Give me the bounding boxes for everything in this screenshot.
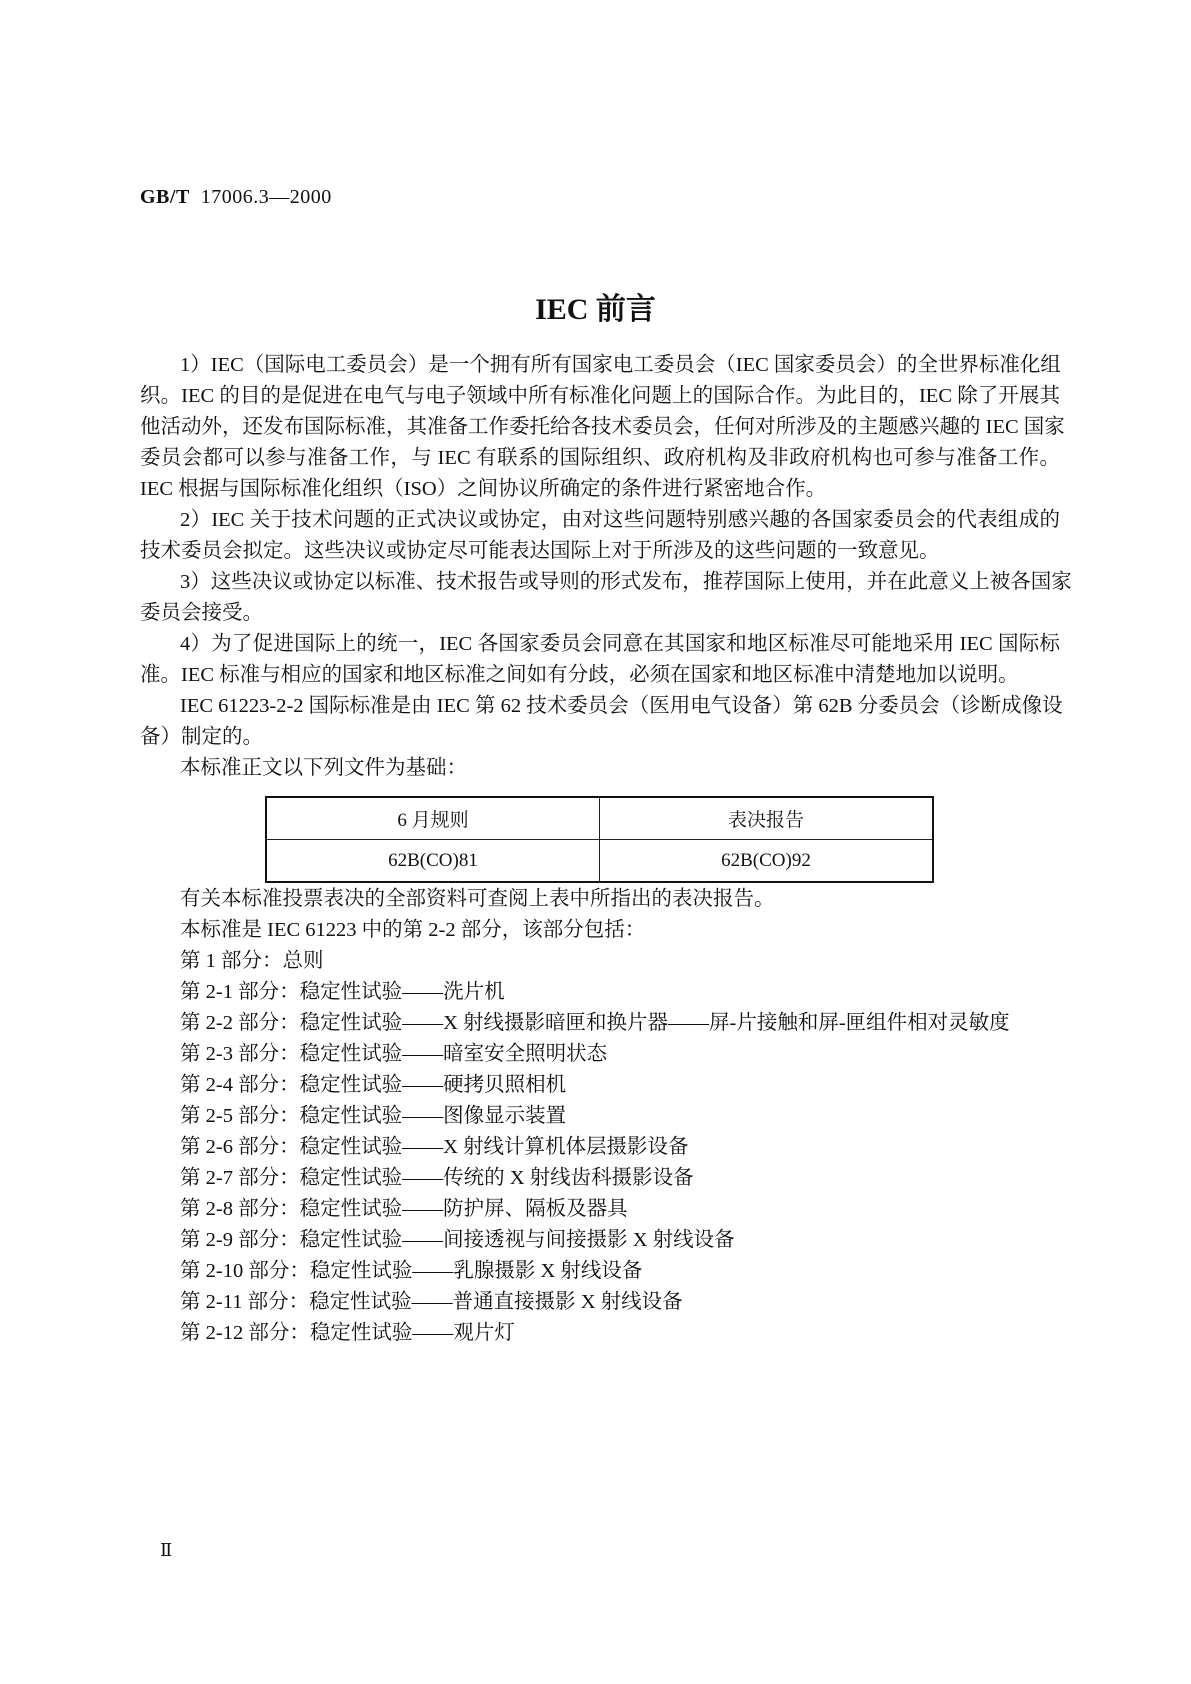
paragraph-line: 准。IEC 标准与相应的国家和地区标准之间如有分歧，必须在国家和地区标准中清楚地加以说明。	[140, 664, 1019, 686]
paragraph-line: 织。IEC 的目的是促进在电气与电子领域中所有标准化问题上的国际合作。为此目的，IEC 除了开展其	[140, 385, 1060, 407]
foreword-body	[140, 350, 1072, 784]
paragraph-line: 委员会都可以参与准备工作，与 IEC 有联系的国际组织、政府机构及非政府机构也可参与准备工作。	[140, 447, 1060, 469]
part-list-item: 第 2-11 部分：稳定性试验——普通直接摄影 X 射线设备	[180, 1291, 683, 1313]
part-list-item: 第 2-4 部分：稳定性试验——硬拷贝照相机	[180, 1074, 567, 1096]
paragraph	[140, 629, 1060, 691]
page-number: Ⅱ	[160, 1540, 173, 1560]
table-cell: 62B(CO)92	[600, 840, 934, 883]
standard-prefix: GB/T	[140, 186, 190, 208]
paragraph-line: 本标准正文以下列文件为基础：	[180, 757, 467, 779]
table-header-cell: 6 月规则	[266, 797, 600, 840]
paragraph	[140, 350, 1065, 505]
paragraph-line: 4）为了促进国际上的统一，IEC 各国家委员会同意在其国家和地区标准尽可能地采用 IEC 国际标	[180, 633, 1060, 655]
part-list-item: 第 2-5 部分：稳定性试验——图像显示装置	[180, 1105, 567, 1127]
paragraph	[140, 505, 1060, 567]
table-header-row	[266, 797, 933, 840]
part-list-item: 第 2-3 部分：稳定性试验——暗室安全照明状态	[180, 1043, 608, 1065]
paragraph-line: IEC 根据与国际标准化组织（ISO）之间协议所确定的条件进行紧密地合作。	[140, 478, 827, 500]
paragraph-line: IEC 61223-2-2 国际标准是由 IEC 第 62 技术委员会（医用电气设备）第 62B 分委员会（诊断成像设	[180, 695, 1063, 717]
part-list-item: 第 2-10 部分：稳定性试验——乳腺摄影 X 射线设备	[180, 1260, 643, 1282]
table-header-cell: 表决报告	[600, 797, 934, 840]
table-cell: 62B(CO)81	[266, 840, 600, 883]
part-list-item: 第 2-9 部分：稳定性试验——间接透视与间接摄影 X 射线设备	[180, 1229, 735, 1251]
paragraph-line: 1）IEC（国际电工委员会）是一个拥有所有国家电工委员会（IEC 国家委员会）的全世界标准化组	[180, 354, 1061, 376]
paragraph	[140, 567, 1072, 629]
paragraph-line: 2）IEC 关于技术问题的正式决议或协定，由对这些问题特别感兴趣的各国家委员会的代表组成的	[180, 509, 1060, 531]
part-list-item: 第 2-1 部分：稳定性试验——洗片机	[180, 981, 505, 1003]
paragraph-line: 技术委员会拟定。这些决议或协定尽可能表达国际上对于所涉及的这些问题的一致意见。	[140, 540, 940, 562]
paragraph	[140, 753, 1060, 784]
part-list-item: 第 2-6 部分：稳定性试验——X 射线计算机体层摄影设备	[180, 1136, 689, 1158]
part-list-item: 第 1 部分：总则	[180, 950, 324, 972]
part-list-item: 第 2-7 部分：稳定性试验——传统的 X 射线齿科摄影设备	[180, 1167, 694, 1189]
paragraph-line: 委员会接受。	[140, 602, 263, 624]
part-list-item: 第 2-2 部分：稳定性试验——X 射线摄影暗匣和换片器——屏-片接触和屏-匣组件相对灵敏度	[180, 1012, 1010, 1034]
basis-documents-table	[265, 796, 934, 883]
document-code	[140, 186, 332, 209]
paragraph	[140, 691, 1063, 753]
paragraph-line: 本标准是 IEC 61223 中的第 2-2 部分，该部分包括：	[180, 919, 646, 941]
parts-section	[180, 884, 1060, 1349]
paragraph-line: 3）这些决议或协定以标准、技术报告或导则的形式发布，推荐国际上使用，并在此意义上被各国家	[180, 571, 1072, 593]
paragraph-line: 有关本标准投票表决的全部资料可查阅上表中所指出的表决报告。	[180, 888, 775, 910]
paragraph-line: 他活动外，还发布国际标准，其准备工作委托给各技术委员会，任何对所涉及的主题感兴趣的 IEC 国家	[140, 416, 1065, 438]
part-list-item: 第 2-8 部分：稳定性试验——防护屏、隔板及器具	[180, 1198, 628, 1220]
part-list-item: 第 2-12 部分：稳定性试验——观片灯	[180, 1322, 515, 1344]
page-title: IEC 前言	[535, 293, 656, 326]
paragraph-line: 备）制定的。	[140, 726, 263, 748]
table-row	[266, 840, 933, 883]
standard-number: 17006.3—2000	[200, 186, 332, 208]
